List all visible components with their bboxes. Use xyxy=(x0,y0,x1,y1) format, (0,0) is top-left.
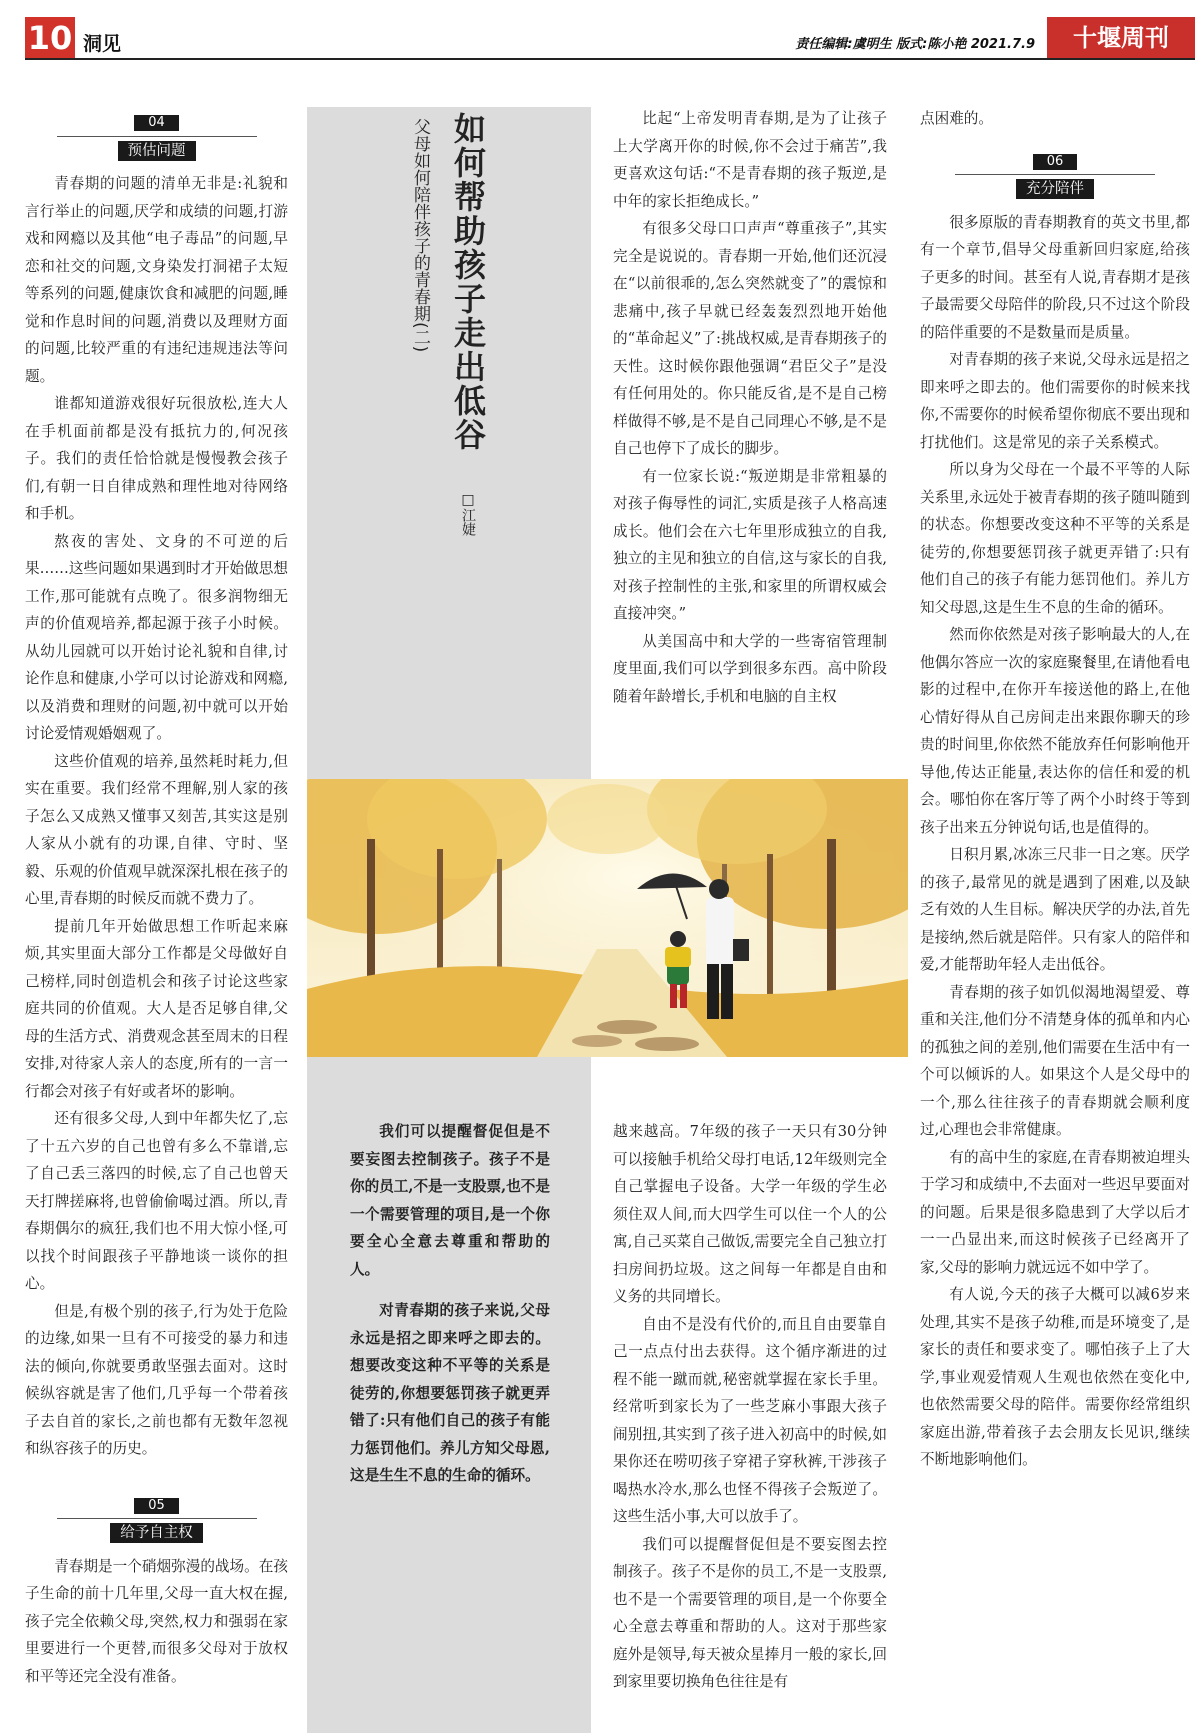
divider xyxy=(57,136,257,137)
paragraph: 对青春期的孩子来说,父母永远是招之即来呼之即去的。他们需要你的时候来找你,不需要你的时候希望你彻底不要出现和打扰他们。这是常见的亲子关系模式。 xyxy=(920,351,1190,451)
paragraph: 我们可以提醒督促但是不要妄图去控制孩子。孩子不是你的员工,不是一支股票,也不是一个需要管理的项目,是一个你要全心全意去尊重和帮助的人。这对于那些家庭外是领导,每天被众星捧月一般的家长,回到家里要切换角色往往是有 xyxy=(613,1535,887,1690)
paragraph: 有的高中生的家庭,在青春期被迫埋头于学习和成绩中,不去面对一些迟早要面对的问题。后果是很多隐患到了大学以后才一一凸显出来,而这时候孩子已经离开了家,父母的影响力就远远不如中学了。 xyxy=(920,1148,1190,1276)
paragraph: 很多原版的青春期教育的英文书里,都有一个章节,倡导父母重新回归家庭,给孩子更多的时间。甚至有人说,青春期才是孩子最需要父母陪伴的阶段,只不过这个阶段的陪伴重要的不是数量而是质量。 xyxy=(920,213,1190,341)
section-04-header xyxy=(25,108,288,164)
article-title: 如何帮助孩子走出低谷 xyxy=(449,112,487,452)
paragraph: 谁都知道游戏很好玩很放松,连大人在手机面前都是没有抵抗力的,何况孩子。我们的责任恰恰就是慢慢教会孩子们,有朝一日自律成熟和理性地对待网络和手机。 xyxy=(25,395,288,522)
section-number: 04 xyxy=(134,115,179,131)
paragraph: 比起“上帝发明青春期,是为了让孩子上大学离开你的时候,你不会过于痛苦”,我更喜欢这句话:“不是青春期的孩子叛逆,是中年的家长拒绝成长。” xyxy=(613,110,887,210)
paragraph: 提前几年开始做思想工作听起来麻烦,其实里面大部分工作都是父母做好自己榜样,同时创造机会和孩子讨论这些家庭共同的价值观。大人是否足够自律,父母的生活方式、消费观念甚至周末的日程安排,对待家人亲人的态度,所有的一言一行都会对孩子有好或者坏的影响。 xyxy=(25,917,288,1100)
illustration-image xyxy=(307,779,908,1057)
paragraph: 自由不是没有代价的,而且自由要靠自己一点点付出去获得。这个循序渐进的过程不能一蹴而就,秘密就掌握在家长手里。经常听到家长为了一些芝麻小事跟大孩子闹别扭,其实到了孩子进入初高中的时候,如果你还在唠叨孩子穿裙子穿秋裤,干涉孩子喝热水冷水,那么也怪不得孩子会叛逆了。这些生活小事,大可以放手了。 xyxy=(613,1315,887,1525)
section-06-header xyxy=(920,147,1190,203)
paragraph: 还有很多父母,人到中年都失忆了,忘了十五六岁的自己也曾有多么不靠谱,忘了自己丢三落四的时候,忘了自己也曾天天打牌搓麻将,也曾偷偷喝过酒。所以,青春期偶尔的疯狂,我们也不用大惊小怪,可以找个时间跟孩子平静地谈一谈你的担心。 xyxy=(25,1110,288,1292)
paragraph: 熬夜的害处、文身的不可逆的后果……这些问题如果遇到时才开始做思想工作,那可能就有点晚了。很多润物细无声的价值观培养,都起源于孩子小时候。从幼儿园就可以开始讨论礼貌和自律,讨论作息和健康,小学可以讨论游戏和网瘾,以及消费和理财的问题,初中就可以开始讨论爱情观婚姻观了。 xyxy=(25,532,288,742)
divider xyxy=(955,174,1155,175)
pull-quote-paragraph: 对青春期的孩子来说,父母永远是招之即来呼之即去的。想要改变这种不平等的关系是徒劳的,你想要惩罚孩子就更弄错了:只有他们自己的孩子有能力惩罚他们。养儿方知父母恩,这是生生不息的生命的循环。 xyxy=(350,1302,550,1484)
page-header xyxy=(25,17,1195,59)
paragraph: 青春期是一个硝烟弥漫的战场。在孩子生命的前十几年里,父母一直大权在握,孩子完全依赖父母,突然,权力和强弱在家里要进行一个更替,而很多父母对于放权和平等还完全没有准备。 xyxy=(25,1557,288,1685)
paragraph: 但是,有极个别的孩子,行为处于危险的边缘,如果一旦有不可接受的暴力和违法的倾向,你就要勇敢坚强去面对。这时候纵容就是害了他们,几乎每一个带着孩子去自首的家长,之前也都有无数年忽视和纵容孩子的历史。 xyxy=(25,1302,288,1457)
paragraph: 从美国高中和大学的一些寄宿管理制度里面,我们可以学到很多东西。高中阶段随着年龄增长,手机和电脑的自主权 xyxy=(613,632,887,705)
paragraph: 所以身为父母在一个最不平等的人际关系里,永远处于被青春期的孩子随叫随到的状态。你想要改变这种不平等的关系是徒劳的,你想要惩罚孩子就更弄错了:只有他们自己的孩子有能力惩罚他们。养儿方知父母恩,这是生生不息的生命的循环。 xyxy=(920,461,1190,616)
page-number: 10 xyxy=(25,17,75,59)
column-4 xyxy=(920,105,1190,1474)
paragraph: 青春期的孩子如饥似渴地渴望爱、尊重和关注,他们分不清楚身体的孤单和内心的孤独之间的差别,他们需要在生活中有一个可以倾诉的人。如果这个人是父母中的一个,那么往往孩子的青春期就会顺利度过,心理也会非常健康。 xyxy=(920,983,1190,1138)
section-title: 预估问题 xyxy=(118,141,196,161)
editor-info: 责任编辑:虞明生 版式:陈小艳 2021.7.9 xyxy=(795,37,1035,52)
paragraph: 日积月累,冰冻三尺非一日之寒。厌学的孩子,最常见的就是遇到了困难,以及缺乏有效的人生目标。解决厌学的办法,首先是接纳,然后就是陪伴。只有家人的陪伴和爱,才能帮助年轻人走出低谷。 xyxy=(920,846,1190,973)
section-number: 05 xyxy=(134,1498,179,1514)
pull-quote-paragraph: 我们可以提醒督促但是不要妄图去控制孩子。孩子不是你的员工,不是一支股票,也不是一个需要管理的项目,是一个你要全心全意去尊重和帮助的人。 xyxy=(350,1123,550,1278)
paragraph: 有人说,今天的孩子大概可以减6岁来处理,其实不是孩子幼稚,而是环境变了,是家长的责任和要求变了。哪怕孩子上了大学,事业观爱情观人生观也依然在变化中,也依然需要父母的陪伴。需要你经常组织家庭出游,带着孩子去会朋友长见识,继续不断地影响他们。 xyxy=(920,1286,1190,1468)
paragraph: 青春期的问题的清单无非是:礼貌和言行举止的问题,厌学和成绩的问题,打游戏和网瘾以及其他“电子毒品”的问题,早恋和社交的问题,文身染发打洞裙子太短等系列的问题,健康饮食和减肥的问题,睡觉和作息时间的问题,消费以及理财方面的问题,比较严重的有违纪违规违法等问题。 xyxy=(25,175,288,385)
divider xyxy=(57,1518,257,1519)
section-name: 洞见 xyxy=(83,33,122,55)
masthead-logo: 十堰周刊 xyxy=(1047,17,1195,59)
section-title: 给予自主权 xyxy=(110,1523,203,1543)
article-subtitle: 父母如何陪伴孩子的青春期(二) xyxy=(410,118,430,353)
section-number: 06 xyxy=(1033,154,1078,170)
paragraph: 越来越高。7年级的孩子一天只有30分钟可以接触手机给父母打电话,12年级则完全自己掌握电子设备。大学一年级的学生必须住双人间,而大四学生可以住一个人的公寓,自己买菜自己做饭,需要完全自己独立打扫房间扔垃圾。这之间每一年都是自由和义务的共同增长。 xyxy=(613,1123,887,1305)
paragraph: 有一位家长说:“叛逆期是非常粗暴的对孩子侮辱性的词汇,实质是孩子人格高速成长。他们会在六七年里形成独立的自我,独立的主见和独立的自信,这与家长的自我,对孩子控制性的主张,和家里的所谓权威会直接冲突。” xyxy=(613,467,887,622)
paragraph: 然而你依然是对孩子影响最大的人,在他偶尔答应一次的家庭聚餐里,在请他看电影的过程中,在你开车接送他的路上,在他心情好得从自己房间走出来跟你聊天的珍贵的时间里,你依然不能放弃任何影响他开导他,传达正能量,表达你的信任和爱的机会。哪怕你在客厅等了两个小时终于等到孩子出来五分钟说句话,也是值得的。 xyxy=(920,626,1190,836)
paragraph: 点困难的。 xyxy=(920,110,993,127)
section-title: 充分陪伴 xyxy=(1016,179,1094,199)
section-05-header xyxy=(25,1491,288,1547)
column-3-top xyxy=(613,105,887,710)
paragraph: 有很多父母口口声声“尊重孩子”,其实完全是说说的。青春期一开始,他们还沉浸在“以前很乖的,怎么突然就变了”的震惊和悲痛中,孩子早就已经轰轰烈烈地开始他的“革命起义”了:挑战权威,是青春期孩子的天性。这时候你跟他强调“君臣父子”是没有任何用处的。你只能反省,是不是自己榜样做得不够,是不是自己同理心不够,是不是自己也停下了成长的脚步。 xyxy=(613,220,887,457)
paragraph: 这些价值观的培养,虽然耗时耗力,但实在重要。我们经常不理解,别人家的孩子怎么又成熟又懂事又刻苦,其实这是别人家从小就有的功课,自律、守时、坚毅、乐观的价值观早就深深扎根在孩子的心里,青春期的时候反而就不费力了。 xyxy=(25,752,288,907)
column-3-bottom xyxy=(613,1118,887,1696)
header-rule xyxy=(25,58,1195,60)
article-author: □江婕 xyxy=(460,492,476,536)
pull-quote xyxy=(350,1118,550,1504)
autumn-walk-illustration xyxy=(307,779,908,1057)
column-1 xyxy=(25,108,288,1690)
